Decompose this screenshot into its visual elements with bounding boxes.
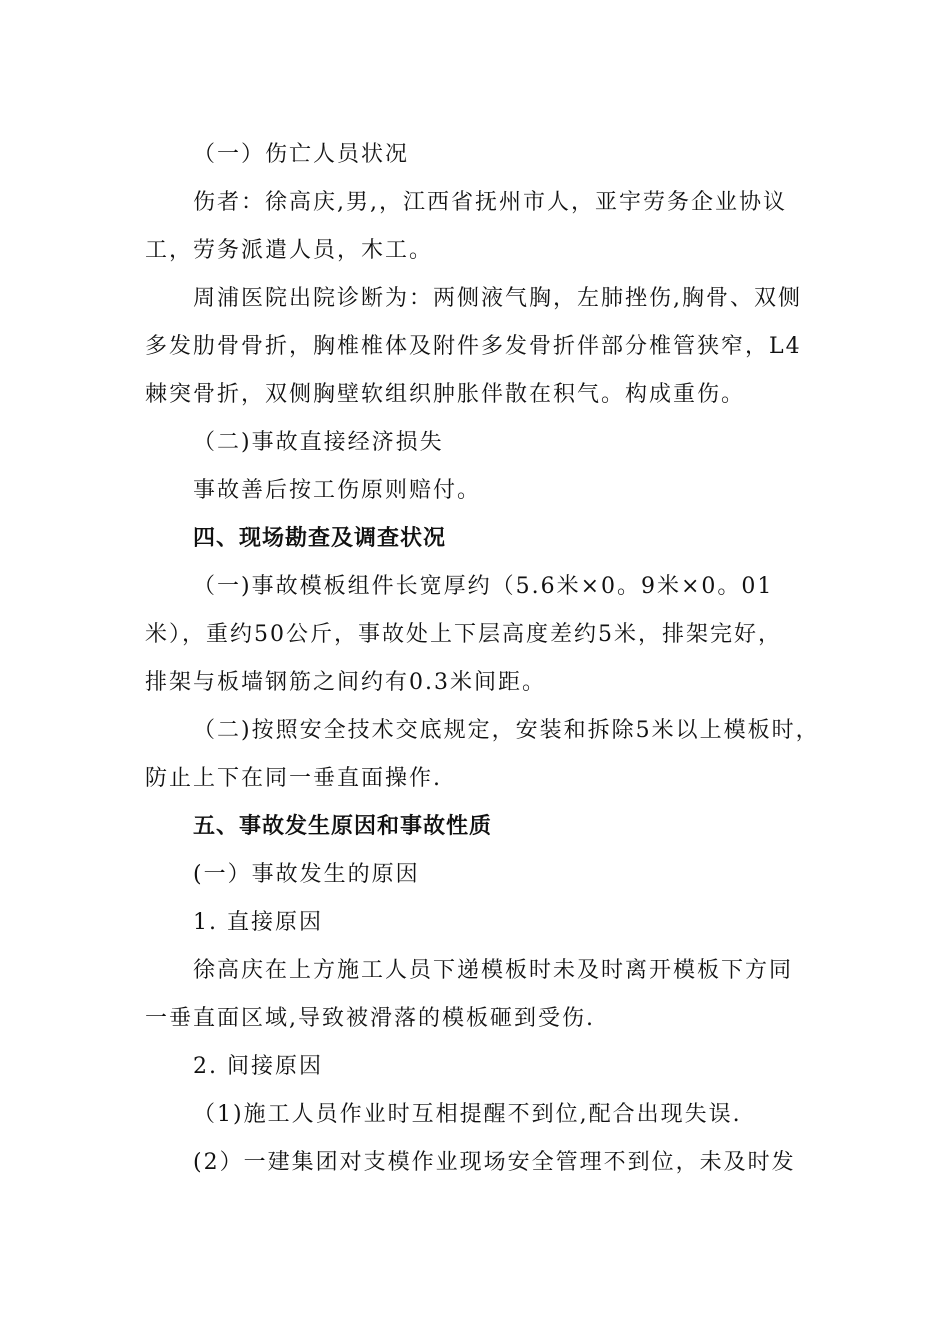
paragraph-line: （二)按照安全技术交底规定，安装和拆除5米以上模板时， [193,718,820,743]
subheading-indirect-cause: 2. 间接原因 [193,1054,323,1079]
list-item: （1)施工人员作业时互相提醒不到位,配合出现失误. [193,1102,742,1127]
list-item: (2）一建集团对支模作业现场安全管理不到位，未及时发 [193,1150,796,1175]
paragraph-line: 一垂直面区域,导致被滑落的模板砸到受伤. [145,1006,595,1031]
subheading-causes: (一）事故发生的原因 [193,862,420,887]
paragraph-line: 排架与板墙钢筋之间约有0.3米间距。 [145,670,546,695]
paragraph-line: （一)事故模板组件长宽厚约（5.6米×0。9米×0。01 [193,574,774,599]
paragraph-line: 多发肋骨骨折，胸椎椎体及附件多发骨折伴部分椎管狭窄，L4 [145,334,802,359]
paragraph-line: 徐高庆在上方施工人员下递模板时未及时离开模板下方同 [193,958,794,983]
subheading-casualties: （一）伤亡人员状况 [193,142,410,167]
paragraph-line: 事故善后按工伤原则赔付。 [193,478,482,503]
paragraph-line: 伤者：徐高庆,男,，江西省抚州市人，亚宇劳务企业协议 [193,190,787,215]
paragraph-line: 米），重约50公斤，事故处上下层高度差约5米，排架完好， [145,622,782,647]
section-heading-investigation: 四、现场勘查及调查状况 [193,526,447,551]
subheading-economic-loss: （二)事故直接经济损失 [193,430,444,455]
paragraph-line: 防止上下在同一垂直面操作. [145,766,442,791]
paragraph-line: 周浦医院出院诊断为：两侧液气胸，左肺挫伤,胸骨、双侧 [193,286,802,311]
subheading-direct-cause: 1. 直接原因 [193,910,323,935]
paragraph-line: 棘突骨折，双侧胸壁软组织肿胀伴散在积气。构成重伤。 [145,382,746,407]
paragraph-line: 工，劳务派遣人员，木工。 [145,238,434,263]
section-heading-causes: 五、事故发生原因和事故性质 [193,814,493,839]
